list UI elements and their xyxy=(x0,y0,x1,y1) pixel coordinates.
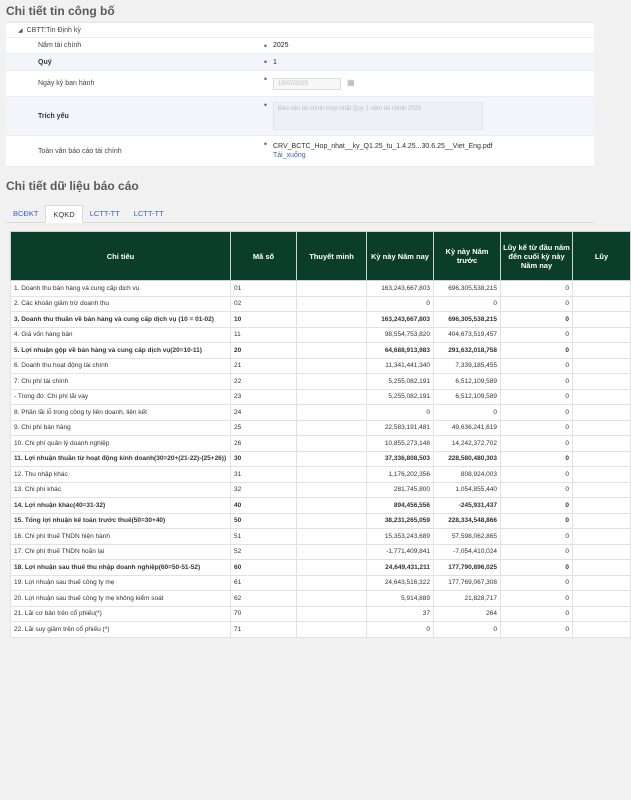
row-prior-cell: -7,054,410,024 xyxy=(434,544,501,560)
row-current-cell: 5,255,082,191 xyxy=(367,389,434,405)
row-current-cell: 163,243,667,803 xyxy=(367,281,434,297)
header-code[interactable]: Mã số xyxy=(231,232,297,281)
income-statement-table-wrapper[interactable] xyxy=(10,231,609,638)
row-note-cell xyxy=(297,529,367,545)
row-note-cell xyxy=(297,622,367,638)
row-note-cell xyxy=(297,606,367,622)
row-prior-cell: 404,673,519,457 xyxy=(434,327,501,343)
row-code-cell: 23 xyxy=(231,389,297,405)
row-ytd-prior-cell xyxy=(573,575,631,591)
row-note-cell xyxy=(297,591,367,607)
row-prior-cell: 1,054,855,440 xyxy=(434,482,501,498)
row-note-cell xyxy=(297,389,367,405)
income-statement-table xyxy=(10,231,631,638)
table-row xyxy=(11,343,631,359)
row-name-cell: 9. Chi phí bán hàng xyxy=(11,420,231,436)
row-ytd-prior-cell xyxy=(573,281,631,297)
row-prior-cell: 14,242,372,702 xyxy=(434,436,501,452)
row-note-cell xyxy=(297,296,367,312)
row-note-cell xyxy=(297,312,367,328)
row-ytd-prior-cell xyxy=(573,467,631,483)
row-current-cell: 98,554,753,820 xyxy=(367,327,434,343)
table-row xyxy=(11,420,631,436)
row-current-cell: 10,855,273,148 xyxy=(367,436,434,452)
header-current-period[interactable]: Kỳ này Năm nay xyxy=(367,232,434,281)
issue-date-input[interactable]: 15/07/2025 xyxy=(273,78,341,90)
row-ytd-prior-cell xyxy=(573,436,631,452)
row-ytd-cell: 0 xyxy=(501,312,573,328)
row-note-cell xyxy=(297,575,367,591)
download-link[interactable]: Tải_xuống xyxy=(273,152,306,159)
row-note-cell xyxy=(297,482,367,498)
row-prior-cell: 291,632,018,758 xyxy=(434,343,501,359)
row-prior-cell: 6,512,109,589 xyxy=(434,389,501,405)
row-current-cell: 1,176,202,356 xyxy=(367,467,434,483)
row-code-cell: 02 xyxy=(231,296,297,312)
row-current-cell: 24,643,516,322 xyxy=(367,575,434,591)
header-prior-period[interactable]: Kỳ này Năm trước xyxy=(434,232,501,281)
table-header-row xyxy=(11,232,631,281)
row-prior-cell: 0 xyxy=(434,296,501,312)
field-row-full-report xyxy=(6,136,594,167)
row-current-cell: 37 xyxy=(367,606,434,622)
row-name-cell: 10. Chi phí quản lý doanh nghiệp xyxy=(11,436,231,452)
row-prior-cell: -245,931,437 xyxy=(434,498,501,514)
row-ytd-prior-cell xyxy=(573,312,631,328)
collapse-triangle-icon[interactable]: ◢ xyxy=(18,27,23,34)
field-row-summary xyxy=(6,97,594,136)
row-current-cell: 0 xyxy=(367,296,434,312)
row-name-cell: 1. Doanh thu bán hàng và cung cấp dịch vụ xyxy=(11,281,231,297)
table-row xyxy=(11,374,631,390)
field-row-quarter xyxy=(6,54,594,71)
row-ytd-prior-cell xyxy=(573,591,631,607)
row-current-cell: 894,456,556 xyxy=(367,498,434,514)
row-name-cell: 3. Doanh thu thuần về bán hàng và cung cấp dịch vụ (10 = 01-02) xyxy=(11,312,231,328)
row-ytd-cell: 0 xyxy=(501,544,573,560)
row-note-cell xyxy=(297,327,367,343)
row-code-cell: 20 xyxy=(231,343,297,359)
row-note-cell xyxy=(297,343,367,359)
row-code-cell: 11 xyxy=(231,327,297,343)
row-code-cell: 50 xyxy=(231,513,297,529)
row-note-cell xyxy=(297,281,367,297)
row-ytd-prior-cell xyxy=(573,606,631,622)
row-ytd-prior-cell xyxy=(573,622,631,638)
row-current-cell: 64,688,913,983 xyxy=(367,343,434,359)
header-note[interactable]: Thuyết minh xyxy=(297,232,367,281)
row-ytd-prior-cell xyxy=(573,296,631,312)
row-prior-cell: 0 xyxy=(434,622,501,638)
row-current-cell: 15,353,243,689 xyxy=(367,529,434,545)
row-prior-cell: 228,334,548,866 xyxy=(434,513,501,529)
row-code-cell: 61 xyxy=(231,575,297,591)
row-current-cell: 22,583,191,481 xyxy=(367,420,434,436)
row-ytd-prior-cell xyxy=(573,420,631,436)
tab-lctt-tt[interactable]: LCTT-TT xyxy=(89,209,120,218)
row-current-cell: 163,243,667,803 xyxy=(367,312,434,328)
table-row xyxy=(11,467,631,483)
row-prior-cell: 228,580,480,303 xyxy=(434,451,501,467)
field-value-quarter: 1 xyxy=(273,58,277,66)
row-code-cell: 10 xyxy=(231,312,297,328)
row-ytd-prior-cell xyxy=(573,544,631,560)
row-ytd-cell: 0 xyxy=(501,374,573,390)
row-name-cell: 6. Doanh thu hoạt động tài chính xyxy=(11,358,231,374)
row-ytd-cell: 0 xyxy=(501,575,573,591)
row-name-cell: 21. Lãi cơ bản trên cổ phiếu(*) xyxy=(11,606,231,622)
row-current-cell: 281,745,800 xyxy=(367,482,434,498)
row-code-cell: 52 xyxy=(231,544,297,560)
header-ytd-current[interactable]: Lũy kế từ đầu năm đến cuối kỳ này Năm nay xyxy=(501,232,573,281)
required-marker: • xyxy=(263,139,268,149)
row-prior-cell: 808,924,003 xyxy=(434,467,501,483)
row-ytd-prior-cell xyxy=(573,327,631,343)
row-name-cell: 12. Thu nhập khác xyxy=(11,467,231,483)
tab-bcdkt[interactable]: BCĐKT xyxy=(13,209,39,218)
row-current-cell: 0 xyxy=(367,405,434,421)
calendar-icon[interactable]: ▦ xyxy=(346,78,355,88)
row-ytd-cell: 0 xyxy=(501,529,573,545)
field-label-issue-date: Ngày ký ban hành xyxy=(38,80,95,87)
table-row xyxy=(11,498,631,514)
row-code-cell: 62 xyxy=(231,591,297,607)
tab-kqkd[interactable]: KQKD xyxy=(45,205,82,223)
row-current-cell: 11,341,441,340 xyxy=(367,358,434,374)
table-row xyxy=(11,436,631,452)
header-indicator[interactable]: Chỉ tiêu xyxy=(11,232,231,281)
field-label-year: Năm tài chính xyxy=(38,42,82,49)
field-label-quarter: Quý xyxy=(38,58,52,66)
row-note-cell xyxy=(297,451,367,467)
row-note-cell xyxy=(297,498,367,514)
row-name-cell: 22. Lãi suy giảm trên cổ phiếu (*) xyxy=(11,622,231,638)
row-prior-cell: 177,769,067,308 xyxy=(434,575,501,591)
row-code-cell: 71 xyxy=(231,622,297,638)
row-ytd-cell: 0 xyxy=(501,358,573,374)
row-ytd-cell: 0 xyxy=(501,436,573,452)
summary-wrapper xyxy=(273,102,594,130)
row-note-cell xyxy=(297,405,367,421)
row-ytd-cell: 0 xyxy=(501,591,573,607)
row-note-cell xyxy=(297,544,367,560)
field-row-issue-date xyxy=(6,71,594,97)
full-report-wrapper xyxy=(273,142,594,160)
table-row xyxy=(11,405,631,421)
table-row xyxy=(11,296,631,312)
summary-textarea[interactable]: Báo cáo tài chính Hợp nhất Quý 1 năm tài chính 2025 xyxy=(273,102,483,130)
row-note-cell xyxy=(297,467,367,483)
row-note-cell xyxy=(297,560,367,576)
row-name-cell: 7. Chi phí tài chính xyxy=(11,374,231,390)
row-note-cell xyxy=(297,513,367,529)
row-current-cell: -1,771,409,841 xyxy=(367,544,434,560)
tab-lctt-tt-2[interactable]: LCTT-TT xyxy=(133,209,164,218)
row-ytd-cell: 0 xyxy=(501,420,573,436)
row-ytd-cell: 0 xyxy=(501,513,573,529)
row-code-cell: 40 xyxy=(231,498,297,514)
row-prior-cell: 264 xyxy=(434,606,501,622)
row-current-cell: 24,649,431,211 xyxy=(367,560,434,576)
row-ytd-prior-cell xyxy=(573,405,631,421)
row-ytd-cell: 0 xyxy=(501,296,573,312)
row-ytd-cell: 0 xyxy=(501,343,573,359)
table-row xyxy=(11,281,631,297)
row-ytd-cell: 0 xyxy=(501,281,573,297)
row-code-cell: 21 xyxy=(231,358,297,374)
row-ytd-cell: 0 xyxy=(501,560,573,576)
row-note-cell xyxy=(297,436,367,452)
row-code-cell: 70 xyxy=(231,606,297,622)
row-name-cell: 14. Lợi nhuận khác(40=31-32) xyxy=(11,498,231,514)
table-row xyxy=(11,544,631,560)
table-row xyxy=(11,591,631,607)
row-code-cell: 26 xyxy=(231,436,297,452)
required-marker: • xyxy=(263,41,268,51)
table-row xyxy=(11,560,631,576)
row-current-cell: 5,255,082,191 xyxy=(367,374,434,390)
row-code-cell: 31 xyxy=(231,467,297,483)
row-code-cell: 25 xyxy=(231,420,297,436)
row-code-cell: 22 xyxy=(231,374,297,390)
row-prior-cell: 177,790,896,025 xyxy=(434,560,501,576)
table-row xyxy=(11,451,631,467)
table-row xyxy=(11,327,631,343)
row-name-cell: 16. Chi phí thuế TNDN hiện hành xyxy=(11,529,231,545)
row-name-cell: 4. Giá vốn hàng bán xyxy=(11,327,231,343)
table-row xyxy=(11,358,631,374)
row-name-cell: 11. Lợi nhuận thuần từ hoạt động kinh doanh(30=20+(21-22)-(25+26)) xyxy=(11,451,231,467)
row-ytd-cell: 0 xyxy=(501,622,573,638)
row-prior-cell: 6,512,109,589 xyxy=(434,374,501,390)
row-prior-cell: 21,828,717 xyxy=(434,591,501,607)
section-title-disclosure: Chi tiết tin công bố xyxy=(6,4,115,18)
table-row xyxy=(11,575,631,591)
row-code-cell: 30 xyxy=(231,451,297,467)
row-current-cell: 38,231,265,059 xyxy=(367,513,434,529)
header-ytd-prior[interactable]: Lũy xyxy=(573,232,631,281)
row-prior-cell: 7,339,185,455 xyxy=(434,358,501,374)
table-row xyxy=(11,622,631,638)
group-header[interactable] xyxy=(6,23,594,38)
row-code-cell: 32 xyxy=(231,482,297,498)
row-ytd-prior-cell xyxy=(573,560,631,576)
row-prior-cell: 49,636,241,619 xyxy=(434,420,501,436)
required-marker: • xyxy=(263,100,268,110)
row-code-cell: 24 xyxy=(231,405,297,421)
field-label-full-report: Toàn văn báo cáo tài chính xyxy=(38,147,122,155)
row-prior-cell: 0 xyxy=(434,405,501,421)
row-prior-cell: 57,598,062,865 xyxy=(434,529,501,545)
report-file-link[interactable]: CRV_BCTC_Hop_nhat__ky_Q1.25_tu_1.4.25...30.6.25__Viet_Eng.pdf xyxy=(273,143,493,150)
row-ytd-cell: 0 xyxy=(501,451,573,467)
row-ytd-prior-cell xyxy=(573,482,631,498)
row-current-cell: 37,336,808,503 xyxy=(367,451,434,467)
row-name-cell: 15. Tổng lợi nhuận kế toán trước thuế(50=30+40) xyxy=(11,513,231,529)
field-value-year: 2025 xyxy=(273,42,289,49)
row-code-cell: 60 xyxy=(231,560,297,576)
row-name-cell: 8. Phần lãi lỗ trong công ty liên doanh, liên kết xyxy=(11,405,231,421)
table-row xyxy=(11,312,631,328)
table-row xyxy=(11,606,631,622)
row-ytd-prior-cell xyxy=(573,498,631,514)
required-marker: • xyxy=(263,57,268,67)
row-code-cell: 01 xyxy=(231,281,297,297)
report-tabs xyxy=(6,205,594,223)
row-current-cell: 0 xyxy=(367,622,434,638)
row-ytd-prior-cell xyxy=(573,374,631,390)
table-row xyxy=(11,389,631,405)
row-note-cell xyxy=(297,358,367,374)
group-label: CBTT:Tin Định kỳ xyxy=(26,26,81,34)
row-ytd-prior-cell xyxy=(573,389,631,405)
row-ytd-prior-cell xyxy=(573,513,631,529)
row-ytd-cell: 0 xyxy=(501,482,573,498)
row-name-cell: 5. Lợi nhuận gộp về bán hàng và cung cấp dịch vụ(20=10-11) xyxy=(11,343,231,359)
row-ytd-cell: 0 xyxy=(501,405,573,421)
row-ytd-cell: 0 xyxy=(501,389,573,405)
row-prior-cell: 696,305,538,215 xyxy=(434,312,501,328)
table-row xyxy=(11,513,631,529)
row-name-cell: 13. Chi phí khác xyxy=(11,482,231,498)
field-label-summary: Trích yếu xyxy=(38,112,69,120)
row-ytd-cell: 0 xyxy=(501,498,573,514)
required-marker: • xyxy=(263,74,268,84)
row-prior-cell: 696,305,538,215 xyxy=(434,281,501,297)
row-name-cell: - Trong đó: Chi phí lãi vay xyxy=(11,389,231,405)
row-ytd-prior-cell xyxy=(573,343,631,359)
row-ytd-prior-cell xyxy=(573,451,631,467)
issue-date-wrapper xyxy=(273,78,594,90)
row-current-cell: 5,914,889 xyxy=(367,591,434,607)
row-ytd-cell: 0 xyxy=(501,327,573,343)
row-code-cell: 51 xyxy=(231,529,297,545)
row-ytd-prior-cell xyxy=(573,358,631,374)
row-ytd-cell: 0 xyxy=(501,606,573,622)
row-note-cell xyxy=(297,374,367,390)
section-title-report-data: Chi tiết dữ liệu báo cáo xyxy=(6,179,139,193)
row-name-cell: 19. Lợi nhuận sau thuế công ty mẹ xyxy=(11,575,231,591)
field-row-year xyxy=(6,38,594,54)
row-name-cell: 2. Các khoản giảm trừ doanh thu xyxy=(11,296,231,312)
row-name-cell: 20. Lợi nhuận sau thuế công ty mẹ không kiểm soát xyxy=(11,591,231,607)
table-row xyxy=(11,482,631,498)
row-name-cell: 18. Lợi nhuận sau thuế thu nhập doanh nghiệp(60=50-51-52) xyxy=(11,560,231,576)
row-note-cell xyxy=(297,420,367,436)
row-name-cell: 17. Chi phí thuế TNDN hoãn lại xyxy=(11,544,231,560)
disclosure-info-panel xyxy=(6,22,594,167)
row-ytd-prior-cell xyxy=(573,529,631,545)
table-row xyxy=(11,529,631,545)
row-ytd-cell: 0 xyxy=(501,467,573,483)
